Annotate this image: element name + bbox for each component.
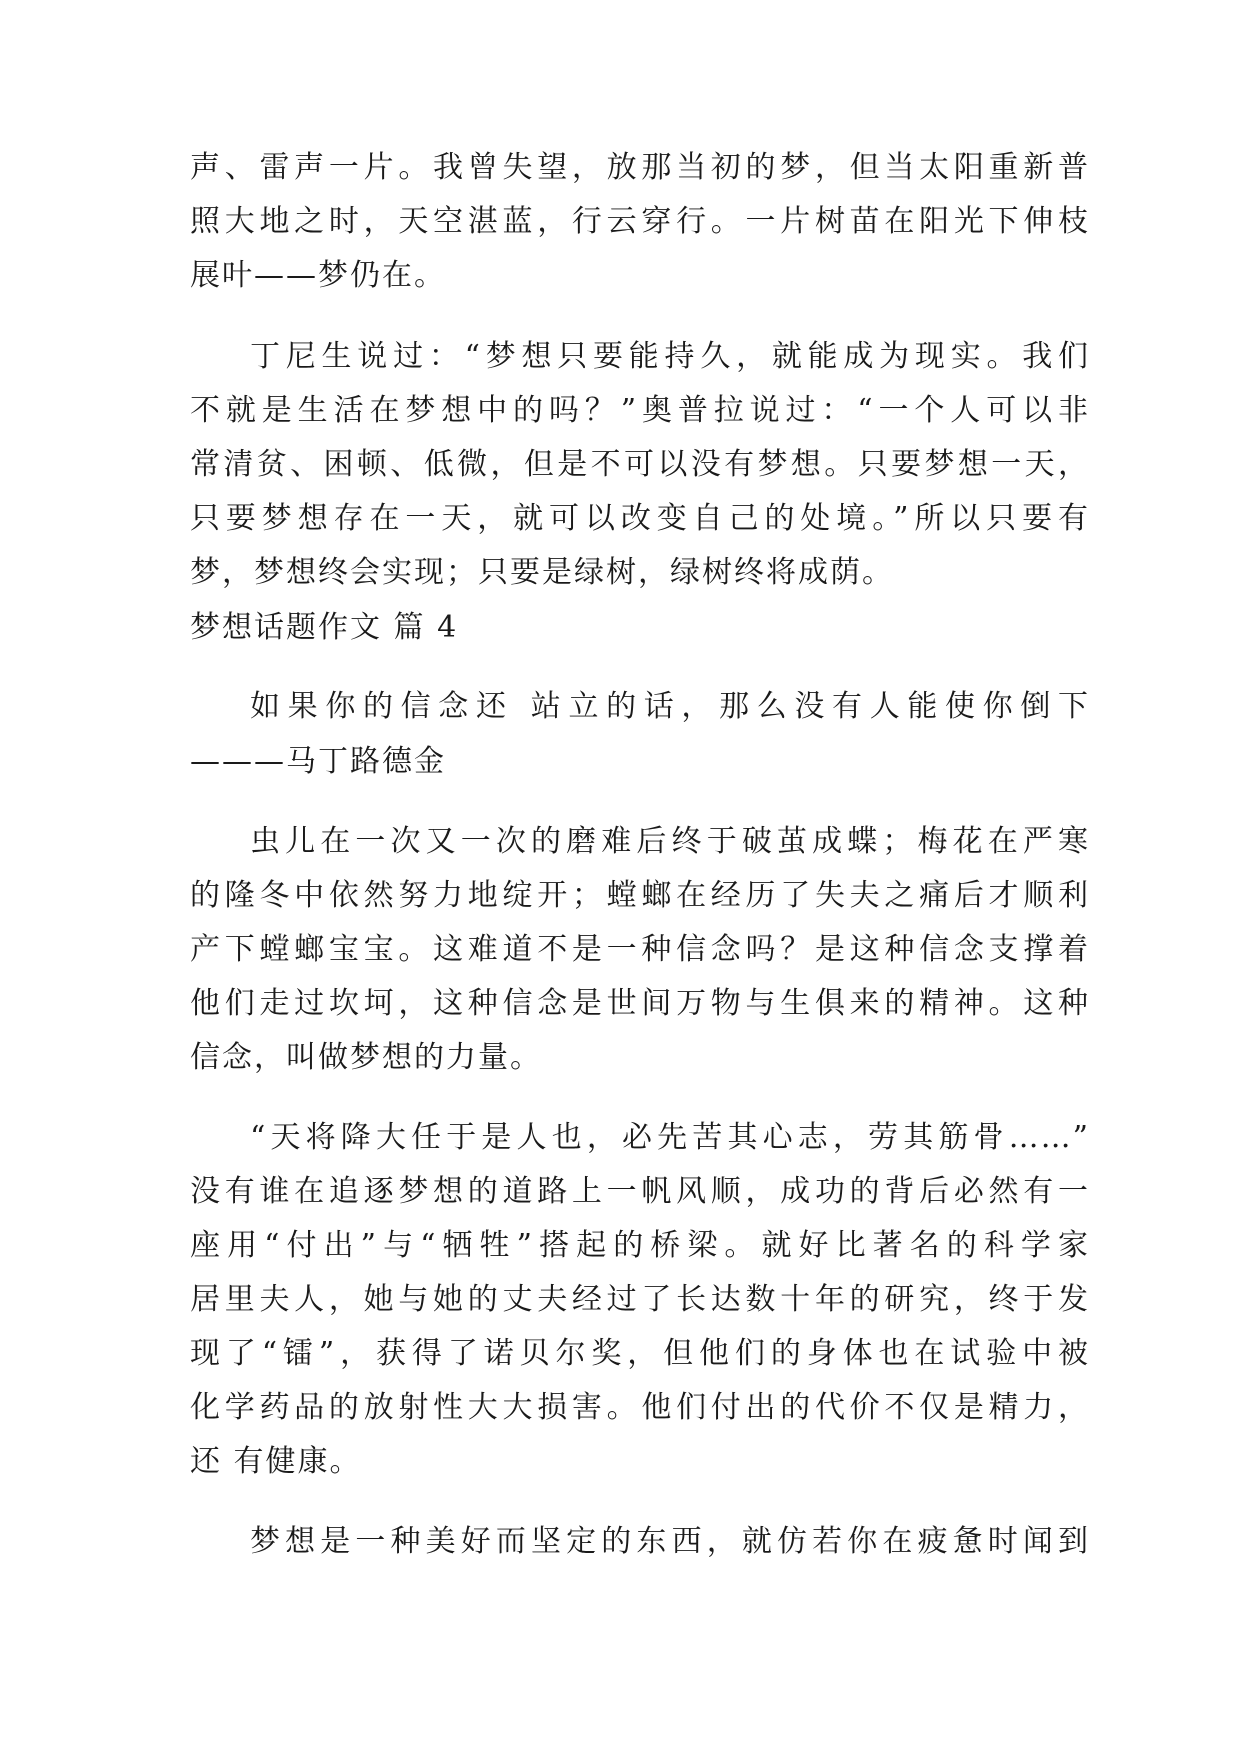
text-line: 现了“镭”，获得了诺贝尔奖，但他们的身体也在试验中被 (190, 1336, 1090, 1371)
text-line: 没有谁在追逐梦想的道路上一帆风顺，成功的背后必然有一 (190, 1174, 1090, 1209)
section-heading: 梦想话题作文 篇 4 (190, 610, 459, 645)
text-line: 展叶——梦仍在。 (190, 258, 446, 293)
text-line: 常清贫、困顿、低微，但是不可以没有梦想。只要梦想一天， (190, 447, 1090, 482)
text-line: 照大地之时，天空湛蓝，行云穿行。一片树苗在阳光下伸枝 (190, 204, 1090, 239)
paragraph-first-line: “天将降大任于是人也，必先苦其心志，劳其筋骨……” (250, 1120, 1090, 1155)
paragraph-first-line: 丁尼生说过：“梦想只要能持久，就能成为现实。我们 (250, 339, 1090, 374)
quote-line: 如果你的信念还 站立的话，那么没有人能使你倒下 (250, 689, 1090, 724)
text-line: 产下螳螂宝宝。这难道不是一种信念吗？是这种信念支撑着 (190, 932, 1090, 967)
text-line: 信念，叫做梦想的力量。 (190, 1040, 542, 1075)
text-line: 他们走过坎坷，这种信念是世间万物与生俱来的精神。这种 (190, 986, 1090, 1021)
text-line: 座用“付出”与“牺牲”搭起的桥梁。就好比著名的科学家 (190, 1228, 1090, 1263)
text-line: 的隆冬中依然努力地绽开；螳螂在经历了失夫之痛后才顺利 (190, 878, 1090, 913)
paragraph-first-line: 梦想是一种美好而坚定的东西，就仿若你在疲惫时闻到 (250, 1524, 1090, 1559)
text-line: 梦，梦想终会实现；只要是绿树，绿树终将成荫。 (190, 555, 894, 590)
text-line: 化学药品的放射性大大损害。他们付出的代价不仅是精力， (190, 1390, 1090, 1425)
paragraph-first-line: 虫儿在一次又一次的磨难后终于破茧成蝶；梅花在严寒 (250, 824, 1090, 859)
text-line: 居里夫人，她与她的丈夫经过了长达数十年的研究，终于发 (190, 1282, 1090, 1317)
text-line: 不就是生活在梦想中的吗？”奥普拉说过：“一个人可以非 (190, 393, 1090, 428)
text-line: 只要梦想存在一天，就可以改变自己的处境。”所以只要有 (190, 501, 1090, 536)
quote-attribution: ———马丁路德金 (190, 744, 446, 779)
text-line: 声、雷声一片。我曾失望，放那当初的梦，但当太阳重新普 (190, 150, 1090, 185)
text-line: 还 有健康。 (190, 1444, 362, 1479)
